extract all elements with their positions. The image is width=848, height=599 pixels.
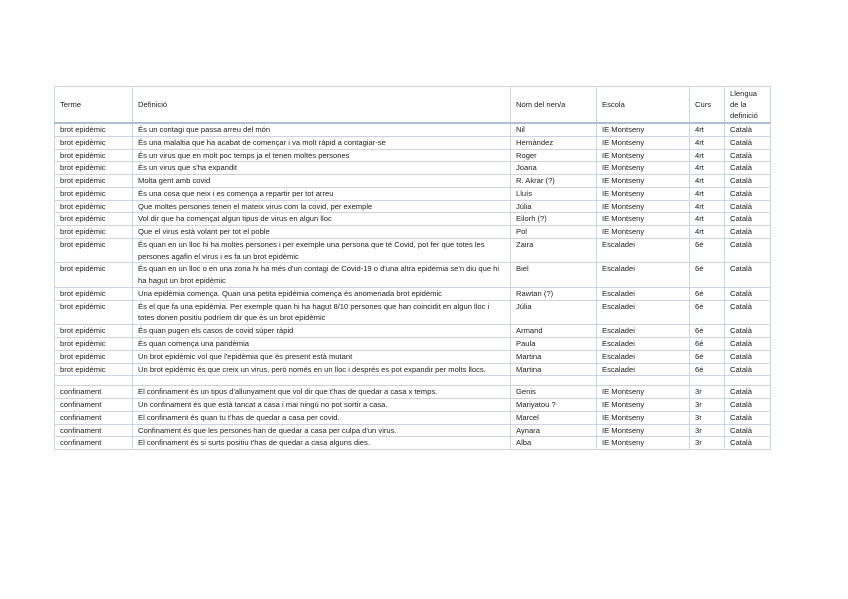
cell-terme: brot epidèmic [55,213,133,226]
cell-definicio: El confinament és si surts positiu t'has de quedar a casa alguns dies. [133,437,511,450]
header-curs: Curs [690,87,725,124]
cell-nom: Aynara [511,424,597,437]
cell-terme: brot epidèmic [55,175,133,188]
cell-llengua: Català [725,123,771,136]
table-row [55,226,771,239]
cell-curs: 4rt [690,123,725,136]
table-row [55,123,771,136]
cell-terme: brot epidèmic [55,263,133,288]
table-row [55,437,771,450]
cell-terme: confinament [55,399,133,412]
table-row [55,363,771,376]
cell-curs: 6é [690,300,725,325]
cell-escola: IE Montseny [597,187,690,200]
cell-definicio: Una epidèmia comença. Quan una petita epidèmia comença és anomenada brot epidèmic [133,287,511,300]
cell-terme: confinament [55,424,133,437]
cell-terme: brot epidèmic [55,287,133,300]
cell-nom: Joana [511,162,597,175]
cell-nom: Alba [511,437,597,450]
cell-llengua: Català [725,386,771,399]
header-llengua: Llengua de la definició [725,87,771,124]
cell-terme: confinament [55,386,133,399]
cell-definicio: És quan en un lloc o en una zona hi ha més d'un contagi de Covid-19 o d'una altra epidèmia se'n diu que hi ha hagut un brot epidèmic [133,263,511,288]
cell-definicio: Un brot epidèmic vol que l'epidèmia que és present està mutant [133,350,511,363]
cell-nom: Roger [511,149,597,162]
cell-curs: 6é [690,338,725,351]
cell-escola: Escaladei [597,300,690,325]
table-row [55,399,771,412]
cell-curs: 4rt [690,187,725,200]
cell-llengua: Català [725,200,771,213]
cell-terme: brot epidèmic [55,136,133,149]
cell-nom: Zaira [511,238,597,263]
table-row [55,162,771,175]
table-row [55,424,771,437]
cell-curs: 4rt [690,136,725,149]
cell-escola: Escaladei [597,338,690,351]
cell-llengua: Català [725,175,771,188]
table-row [55,300,771,325]
cell-nom: Eilorh (?) [511,213,597,226]
cell-nom: Martina [511,363,597,376]
cell-terme: brot epidèmic [55,338,133,351]
table-row [55,263,771,288]
table-row [55,411,771,424]
table-body [55,123,771,450]
cell-nom: Lluís [511,187,597,200]
cell-llengua [725,376,771,386]
table-header [55,87,771,124]
cell-curs: 4rt [690,162,725,175]
cell-nom [511,376,597,386]
cell-llengua: Català [725,287,771,300]
cell-curs: 6é [690,238,725,263]
cell-terme: brot epidèmic [55,238,133,263]
table-row [55,175,771,188]
cell-terme: brot epidèmic [55,226,133,239]
cell-nom: Biel [511,263,597,288]
cell-llengua: Català [725,437,771,450]
cell-escola: IE Montseny [597,175,690,188]
cell-llengua: Català [725,263,771,288]
cell-curs: 4rt [690,200,725,213]
cell-llengua: Català [725,424,771,437]
cell-terme: brot epidèmic [55,187,133,200]
cell-curs: 4rt [690,226,725,239]
cell-curs: 6é [690,287,725,300]
cell-llengua: Català [725,149,771,162]
cell-definicio: És una cosa que neix i es comença a repartir per tot arreu [133,187,511,200]
cell-curs: 4rt [690,175,725,188]
cell-terme: brot epidèmic [55,162,133,175]
cell-llengua: Català [725,338,771,351]
cell-llengua: Català [725,363,771,376]
cell-nom: Nil [511,123,597,136]
cell-curs: 6é [690,350,725,363]
header-terme: Terme [55,87,133,124]
cell-definicio: Que moltes persones tenen el mateix virus com la covid, per exemple [133,200,511,213]
cell-definicio: Molta gent amb covid [133,175,511,188]
cell-terme: brot epidèmic [55,200,133,213]
cell-terme: confinament [55,411,133,424]
cell-curs: 6é [690,363,725,376]
cell-terme: brot epidèmic [55,325,133,338]
cell-nom: Hernàndez [511,136,597,149]
cell-definicio: El confinament és un tipus d'allunyament que vol dir que t'has de quedar a casa x temps. [133,386,511,399]
cell-escola: IE Montseny [597,149,690,162]
cell-escola: IE Montseny [597,162,690,175]
cell-nom: Martina [511,350,597,363]
cell-definicio: Un confinament és que està tancat a casa i mai ningú no pot sortir a casa. [133,399,511,412]
cell-llengua: Català [725,325,771,338]
cell-curs: 3r [690,411,725,424]
header-nom: Nom del nen/a [511,87,597,124]
cell-nom: Júlia [511,300,597,325]
cell-curs: 6é [690,325,725,338]
cell-curs: 3r [690,399,725,412]
cell-escola: Escaladei [597,263,690,288]
cell-curs: 3r [690,386,725,399]
cell-curs: 4rt [690,149,725,162]
cell-nom: Marcel [511,411,597,424]
cell-escola [597,376,690,386]
cell-definicio: El confinament és quan tu t'has de quedar a casa per covid. [133,411,511,424]
cell-terme [55,376,133,386]
table-row [55,287,771,300]
cell-curs: 3r [690,437,725,450]
cell-escola: IE Montseny [597,411,690,424]
table-row [55,187,771,200]
cell-escola: IE Montseny [597,213,690,226]
cell-nom: Pol [511,226,597,239]
cell-llengua: Català [725,136,771,149]
table-row [55,136,771,149]
cell-curs: 6é [690,263,725,288]
definitions-table [54,86,771,450]
cell-escola: Escaladei [597,238,690,263]
cell-llengua: Català [725,187,771,200]
cell-escola: IE Montseny [597,123,690,136]
cell-escola: IE Montseny [597,200,690,213]
cell-nom: Armand [511,325,597,338]
cell-definicio: És el que fa una epidèmia. Per exemple quan hi ha hagut 8/10 persones que han coincidit en algun lloc i totes donen positiu podríem dir que és un brot epidèmic [133,300,511,325]
header-escola: Escola [597,87,690,124]
cell-llengua: Català [725,411,771,424]
cell-definicio: És quan pugen els casos de covid súper ràpid [133,325,511,338]
cell-nom: Júlia [511,200,597,213]
cell-escola: IE Montseny [597,399,690,412]
cell-llengua: Català [725,162,771,175]
table-row [55,376,771,386]
cell-terme: confinament [55,437,133,450]
table-row [55,338,771,351]
cell-terme: brot epidèmic [55,363,133,376]
cell-escola: Escaladei [597,325,690,338]
cell-terme: brot epidèmic [55,350,133,363]
cell-escola: IE Montseny [597,386,690,399]
cell-terme: brot epidèmic [55,149,133,162]
cell-nom: Genis [511,386,597,399]
cell-terme: brot epidèmic [55,300,133,325]
cell-llengua: Català [725,399,771,412]
cell-definicio: És un virus que s'ha expandit [133,162,511,175]
cell-llengua: Català [725,300,771,325]
table-row [55,238,771,263]
cell-escola: IE Montseny [597,226,690,239]
cell-escola: IE Montseny [597,424,690,437]
table-row [55,386,771,399]
table-row [55,149,771,162]
cell-curs: 4rt [690,213,725,226]
cell-definicio [133,376,511,386]
cell-terme: brot epidèmic [55,123,133,136]
cell-escola: IE Montseny [597,136,690,149]
cell-definicio: Confinament és que les persones han de quedar a casa per culpa d'un virus. [133,424,511,437]
cell-nom: Rawtan (?) [511,287,597,300]
cell-definicio: És quan comença una pandèmia [133,338,511,351]
cell-nom: Mariyatou ? [511,399,597,412]
cell-escola: Escaladei [597,287,690,300]
cell-definicio: És una malaltia que ha acabat de començar i va molt ràpid a contagiar-se [133,136,511,149]
cell-nom: Paula [511,338,597,351]
cell-definicio: És un virus que en molt poc temps ja el tenen moltes persones [133,149,511,162]
cell-definicio: Que el virus està volant per tot el poble [133,226,511,239]
cell-curs [690,376,725,386]
table-row [55,325,771,338]
cell-curs: 3r [690,424,725,437]
cell-definicio: És quan en un lloc hi ha moltes persones i per exemple una persona que té Covid, pot fer que totes les persones agafin el virus i es fa un brot epidèmic [133,238,511,263]
table-row [55,200,771,213]
cell-llengua: Català [725,226,771,239]
cell-escola: IE Montseny [597,437,690,450]
table-row [55,350,771,363]
cell-escola: Escaladei [597,363,690,376]
cell-definicio: Vol dir que ha començat algun tipus de virus en algun lloc [133,213,511,226]
cell-definicio: Un brot epidèmic és que creix un virus, però només en un lloc i després es pot expandir per molts llocs. [133,363,511,376]
cell-escola: Escaladei [597,350,690,363]
cell-definicio: És un contagi que passa arreu del món [133,123,511,136]
cell-nom: R. Akrar (?) [511,175,597,188]
header-definicio: Definició [133,87,511,124]
cell-llengua: Català [725,238,771,263]
cell-llengua: Català [725,213,771,226]
cell-llengua: Català [725,350,771,363]
table-row [55,213,771,226]
